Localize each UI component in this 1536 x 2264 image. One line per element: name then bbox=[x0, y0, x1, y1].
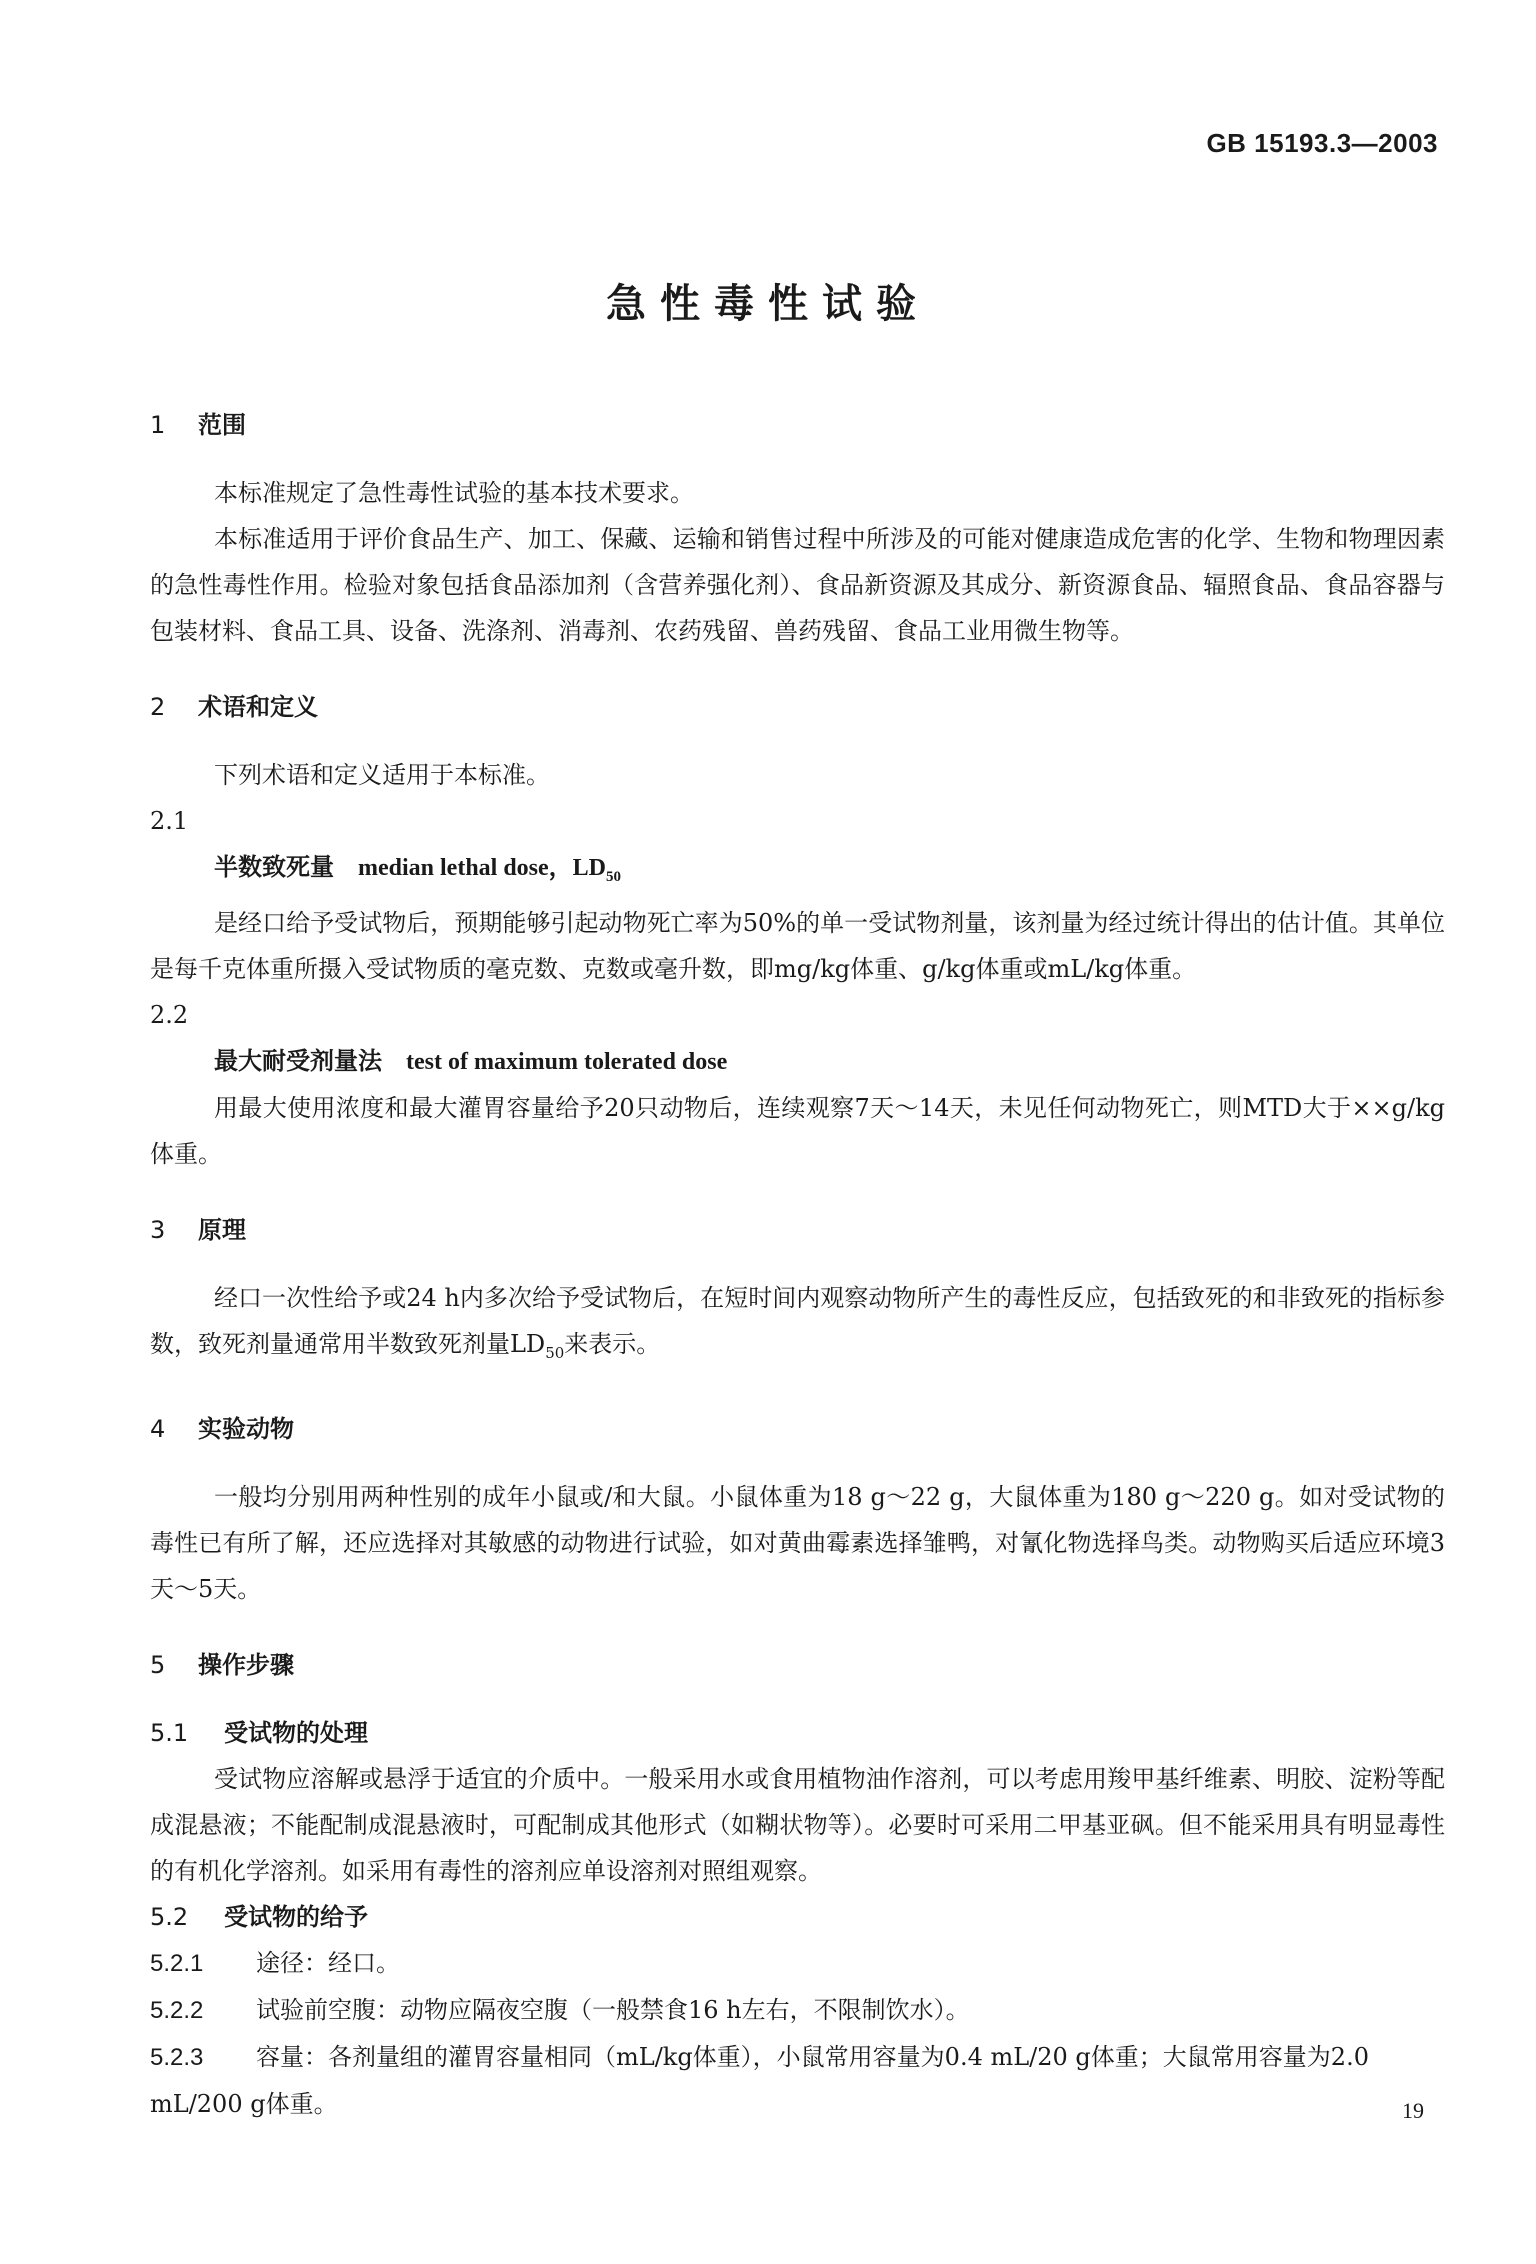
section-1-heading bbox=[150, 402, 1445, 448]
subsection-number: 5.1 bbox=[150, 1718, 189, 1747]
list-item bbox=[150, 2034, 1445, 2127]
list-item bbox=[150, 1987, 1445, 2034]
section-title: 原理 bbox=[198, 1215, 246, 1244]
section-number: 3 bbox=[150, 1215, 166, 1244]
subsection-title: 受试物的处理 bbox=[224, 1718, 368, 1747]
item-number: 5.2.2 bbox=[150, 1996, 204, 2024]
term-cn: 最大耐受剂量法 bbox=[214, 1046, 382, 1075]
term-heading bbox=[150, 844, 1445, 900]
definition-text: 是经口给予受试物后，预期能够引起动物死亡率为50%的单一受试物剂量，该剂量为经过统计得出的估计值。其单位是每千克体重所摄入受试物质的毫克数、克数或毫升数，即mg/kg体重、g/kg体重或mL/kg体重。 bbox=[150, 908, 1445, 983]
item-text: 试验前空腹：动物应隔夜空腹（一般禁食16 h左右，不限制饮水）。 bbox=[256, 1995, 970, 2024]
item-text: 途径：经口。 bbox=[256, 1948, 400, 1977]
term-cn: 半数致死量 bbox=[214, 853, 334, 881]
term-en: median lethal dose，$LD_{50}$ bbox=[358, 855, 622, 885]
item-text: 容量：各剂量组的灌胃容量相同（mL/kg体重），小鼠常用容量为0.4 mL/20 g体重；大鼠常用容量为2.0 mL/200 g体重。 bbox=[150, 2042, 1369, 2118]
paragraph: 本标准适用于评价食品生产、加工、保藏、运输和销售过程中所涉及的可能对健康造成危害的化学、生物和物理因素的急性毒性作用。检验对象包括食品添加剂（含营养强化剂）、食品新资源及其成分、新资源食品、辐照食品、食品容器与包装材料、食品工具、设备、洗涤剂、消毒剂、农药残留、兽药残留、食品工业用微生物等。 bbox=[150, 525, 1445, 645]
list-item bbox=[150, 1940, 1445, 1987]
subsection-heading bbox=[150, 1710, 1445, 1756]
item-number: 5.2.3 bbox=[150, 2043, 204, 2071]
paragraph: 受试物应溶解或悬浮于适宜的介质中。一般采用水或食用植物油作溶剂，可以考虑用羧甲基纤维素、明胶、淀粉等配成混悬液；不能配制成混悬液时，可配制成其他形式（如糊状物等）。必要时可采用二甲基亚砜。但不能采用具有明显毒性的有机化学溶剂。如采用有毒性的溶剂应单设溶剂对照组观察。 bbox=[150, 1764, 1445, 1885]
section-2-heading bbox=[150, 684, 1445, 730]
paragraph: 一般均分别用两种性别的成年小鼠或/和大鼠。小鼠体重为18 g～22 g，大鼠体重为180 g～220 g。如对受试物的毒性已有所了解，还应选择对其敏感的动物进行试验，如对黄曲霉素选择雏鸭，对氰化物选择鸟类。动物购买后适应环境3天～5天。 bbox=[150, 1482, 1445, 1603]
section-number: 2 bbox=[150, 693, 166, 721]
section-number: 5 bbox=[150, 1650, 166, 1679]
subsection-heading bbox=[150, 1894, 1445, 1940]
paragraph: 下列术语和定义适用于本标准。 bbox=[214, 761, 550, 789]
clause-number: 2.2 bbox=[150, 1000, 189, 1029]
term-en: test of maximum tolerated dose bbox=[406, 1048, 728, 1075]
section-5-heading bbox=[150, 1642, 1445, 1688]
section-number: 4 bbox=[150, 1414, 166, 1443]
section-title: 操作步骤 bbox=[198, 1650, 294, 1679]
document-body bbox=[150, 402, 1445, 2127]
section-3-heading bbox=[150, 1207, 1445, 1253]
section-4-heading bbox=[150, 1406, 1445, 1452]
definition-text: 用最大使用浓度和最大灌胃容量给予20只动物后，连续观察7天～14天，未见任何动物死亡，则MTD大于××g/kg体重。 bbox=[150, 1093, 1445, 1168]
item-number: 5.2.1 bbox=[150, 1949, 204, 1977]
document-title: 急性毒性试验 bbox=[606, 281, 930, 327]
standard-code: GB 15193.3—2003 bbox=[1206, 128, 1438, 158]
subsection-title: 受试物的给予 bbox=[224, 1902, 368, 1931]
subsection-number: 5.2 bbox=[150, 1902, 189, 1931]
section-title: 范围 bbox=[198, 411, 246, 439]
section-title: 术语和定义 bbox=[198, 693, 318, 721]
paragraph: 本标准规定了急性毒性试验的基本技术要求。 bbox=[214, 479, 694, 507]
paragraph: 经口一次性给予或24 h内多次给予受试物后，在短时间内观察动物所产生的毒性反应，包括致死的和非致死的指标参数，致死剂量通常用半数致死剂量$LD_{50}$来表示。 bbox=[150, 1283, 1445, 1362]
page-number: 19 bbox=[1402, 2098, 1424, 2123]
section-number: 1 bbox=[150, 411, 166, 439]
section-title: 实验动物 bbox=[198, 1414, 294, 1443]
clause-number: 2.1 bbox=[150, 807, 189, 835]
term-heading bbox=[150, 1038, 1445, 1085]
